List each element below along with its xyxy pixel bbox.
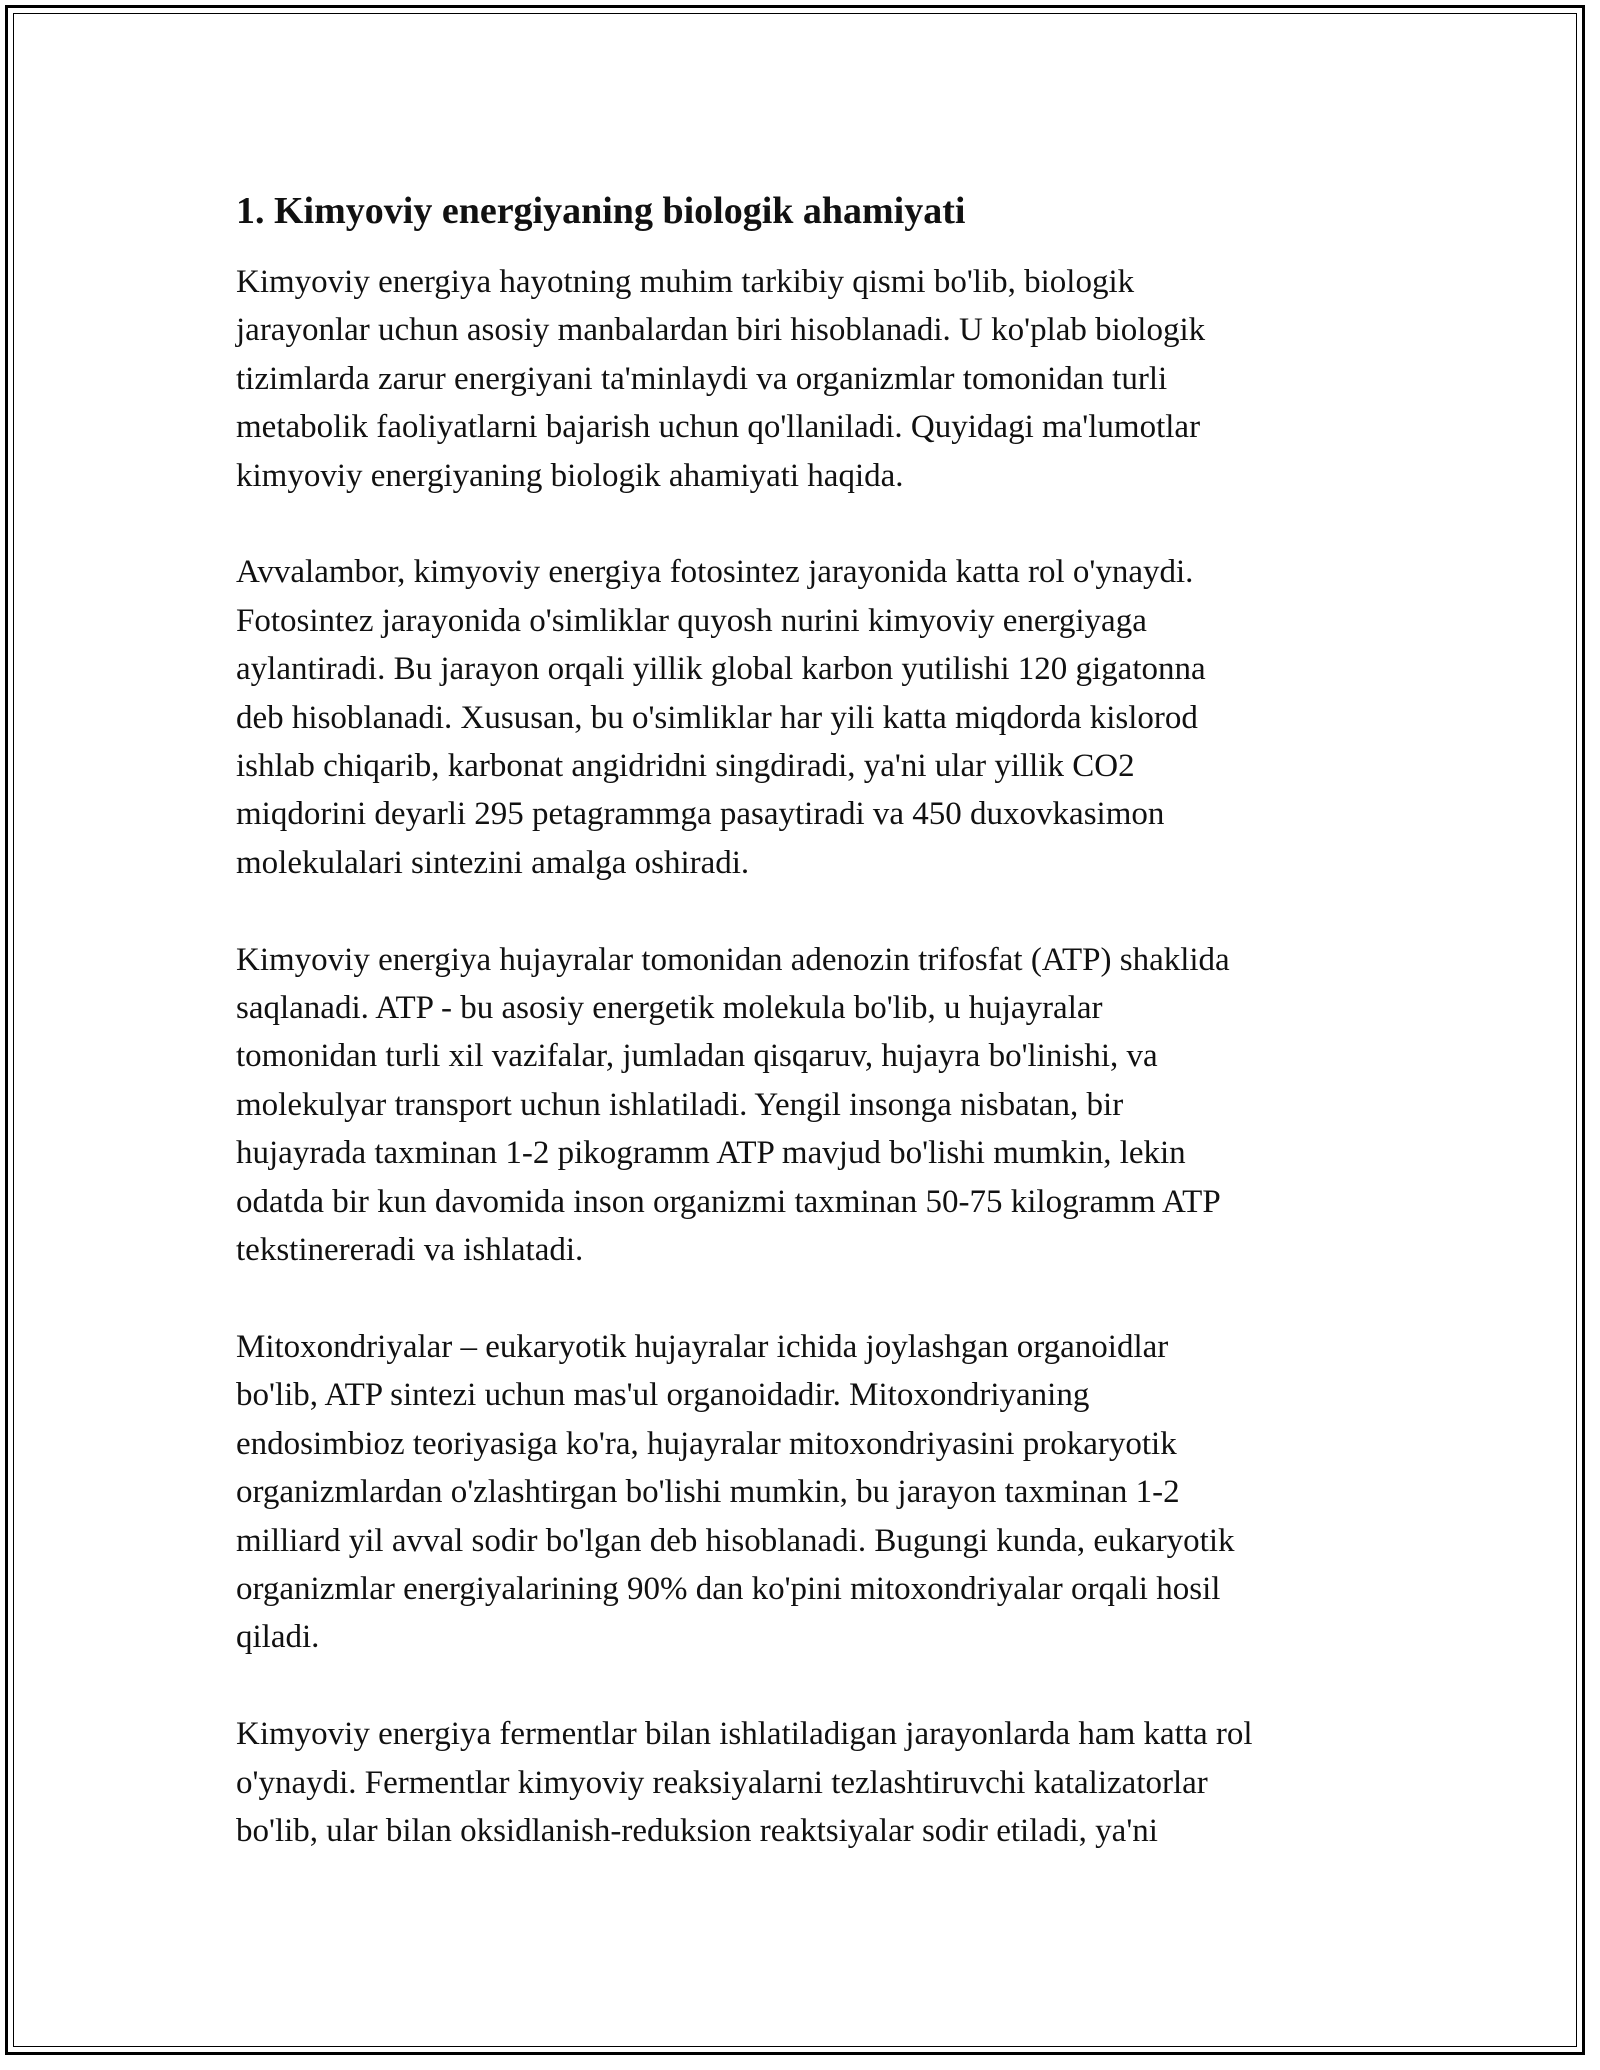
paragraph-line: organizmlar energiyalarining 90% dan ko'pini mitoxondriyalar orqali hosil [236,1570,1221,1607]
paragraph-line: qiladi. [236,1619,320,1656]
paragraph-line: endosimbioz teoriyasiga ko'ra, hujayralar mitoxondriyasini prokaryotik [236,1425,1177,1462]
section-heading: 1. Kimyoviy energiyaning biologik ahamiyati [236,190,966,232]
paragraph-line: Kimyoviy energiya hujayralar tomonidan adenozin trifosfat (ATP) shaklida [236,941,1230,978]
paragraph-line: tizimlarda zarur energiyani ta'minlaydi va organizmlar tomonidan turli [236,360,1168,397]
paragraph-line: hujayrada taxminan 1-2 pikogramm ATP mavjud bo'lishi mumkin, lekin [236,1135,1186,1172]
paragraph-line: molekulalari sintezini amalga oshiradi. [236,844,750,881]
paragraph-4 [236,1323,1386,1662]
paragraph-line: tekstinereradi va ishlatadi. [236,1232,584,1269]
paragraph-line: ishlab chiqarib, karbonat angidridni singdiradi, ya'ni ular yillik CO2 [236,748,1135,785]
document-body [236,186,1386,1904]
paragraph-line: Fotosintez jarayonida o'simliklar quyosh nurini kimyoviy energiyaga [236,602,1147,639]
paragraph-line: Mitoxondriyalar – eukaryotik hujayralar ichida joylashgan organoidlar [236,1328,1169,1365]
paragraph-line: Avvalambor, kimyoviy energiya fotosintez jarayonida katta rol o'ynaydi. [236,554,1194,591]
paragraph-line: bo'lib, ATP sintezi uchun mas'ul organoidadir. Mitoxondriyaning [236,1377,1090,1414]
paragraph-5 [236,1710,1386,1855]
paragraph-line: bo'lib, ular bilan oksidlanish-reduksion reaktsiyalar sodir etiladi, ya'ni [236,1812,1158,1849]
paragraph-3 [236,936,1386,1275]
paragraph-2 [236,548,1386,887]
paragraph-line: jarayonlar uchun asosiy manbalardan biri hisoblanadi. U ko'plab biologik [236,312,1206,349]
paragraph-line: milliard yil avval sodir bo'lgan deb hisoblanadi. Bugungi kunda, eukaryotik [236,1522,1235,1559]
paragraph-line: deb hisoblanadi. Xususan, bu o'simliklar har yili katta miqdorda kislorod [236,699,1198,736]
paragraph-line: miqdorini deyarli 295 petagrammga pasaytiradi va 450 duxovkasimon [236,796,1165,833]
paragraph-line: metabolik faoliyatlarni bajarish uchun qo'llaniladi. Quyidagi ma'lumotlar [236,409,1201,446]
paragraph-line: o'ynaydi. Fermentlar kimyoviy reaksiyalarni tezlashtiruvchi katalizatorlar [236,1764,1208,1801]
paragraph-1 [236,258,1386,500]
paragraph-line: tomonidan turli xil vazifalar, jumladan qisqaruv, hujayra bo'linishi, va [236,1038,1158,1075]
paragraph-line: saqlanadi. ATP - bu asosiy energetik molekula bo'lib, u hujayralar [236,990,1103,1027]
paragraph-line: Kimyoviy energiya hayotning muhim tarkibiy qismi bo'lib, biologik [236,264,1135,300]
paragraph-line: kimyoviy energiyaning biologik ahamiyati haqida. [236,457,904,494]
paragraph-line: odatda bir kun davomida inson organizmi taxminan 50-75 kilogramm ATP [236,1183,1221,1220]
paragraph-line: Kimyoviy energiya fermentlar bilan ishlatiladigan jarayonlarda ham katta rol [236,1716,1253,1753]
paragraph-line: aylantiradi. Bu jarayon orqali yillik global karbon yutilishi 120 gigatonna [236,651,1206,688]
paragraph-line: molekulyar transport uchun ishlatiladi. Yengil insonga nisbatan, bir [236,1086,1124,1123]
paragraph-line: organizmlardan o'zlashtirgan bo'lishi mumkin, bu jarayon taxminan 1-2 [236,1474,1180,1511]
